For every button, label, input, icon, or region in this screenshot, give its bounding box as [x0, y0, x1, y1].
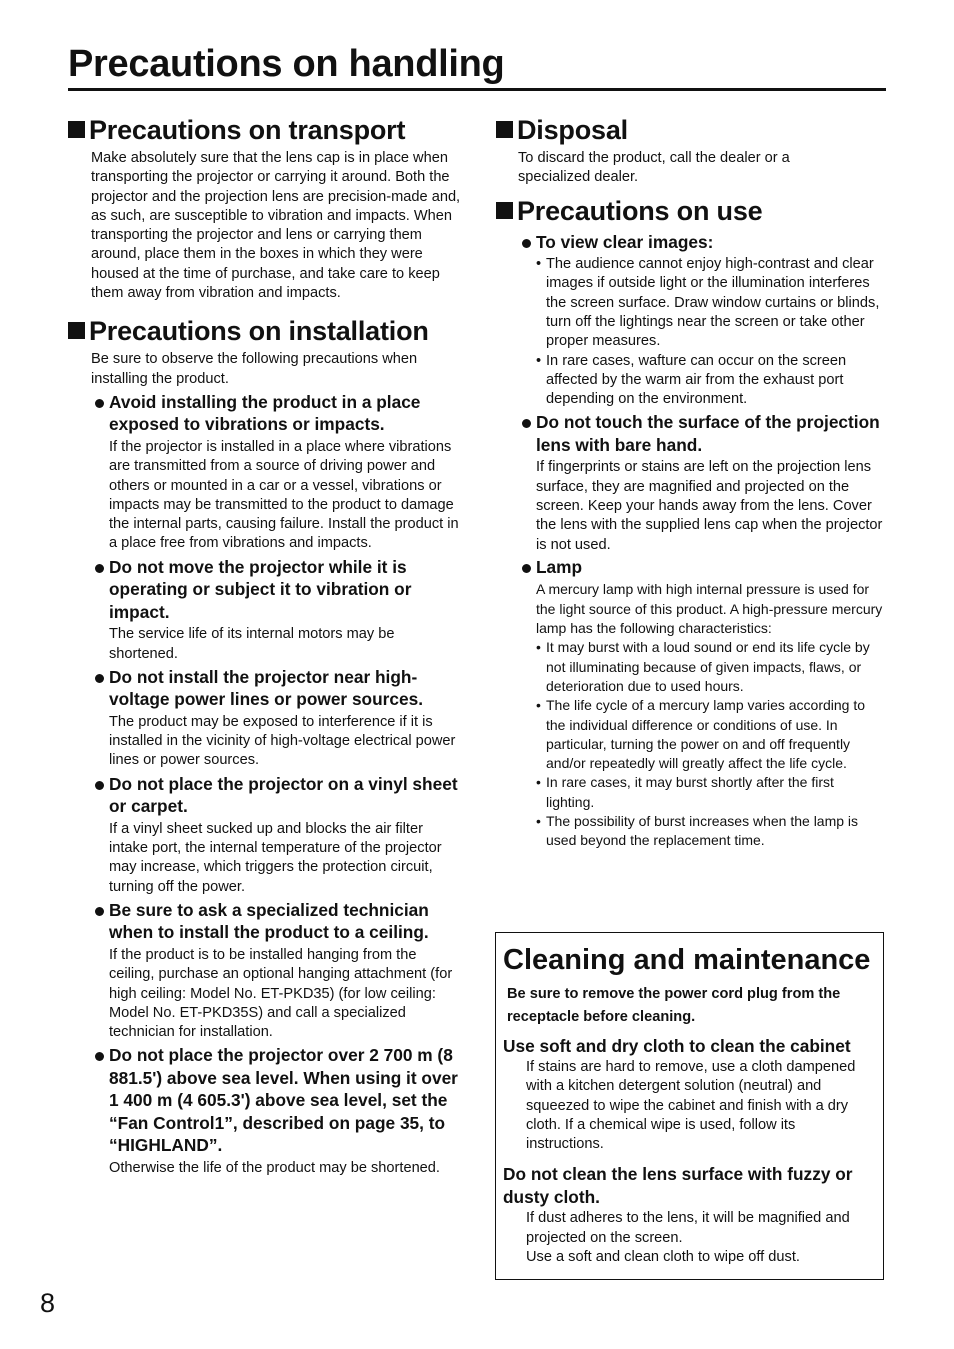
page-title: Precautions on handling: [68, 40, 886, 91]
round-bullet-icon: [95, 781, 104, 790]
installation-item: [91, 391, 461, 554]
use-clear-images: [518, 231, 884, 410]
cleaning-warning: Be sure to remove the power cord plug from the receptacle before cleaning.: [507, 986, 841, 1025]
transport-body: Make absolutely sure that the lens cap is in place when transporting the projector or carrying it around. Both the projector and the projection lens are precision-made and, as such, are susceptible to vibration and impacts. When transporting the projector and lens or carrying them around, place them in the boxes in which they were housed at the time of purchase, and take care to keep them away from vibration and impacts.: [91, 150, 461, 302]
round-bullet-icon: [522, 564, 531, 573]
round-bullet-icon: [95, 564, 104, 573]
square-bullet-icon: [68, 322, 85, 339]
use-touch-title: Do not touch the surface of the projection lens with bare hand.: [518, 411, 884, 456]
installation-item-body: If a vinyl sheet sucked up and blocks the air filter intake port, the internal temperature of the projector may increase, which triggers the protection circuit, turning off the power.: [109, 820, 442, 895]
installation-item-body: If the projector is installed in a place where vibrations are transmitted from a source of driving power and others or mounted in a car or a vessel, vibrations or impacts may be transmitted to the product to damage the internal parts, causing failure. Install the product in a place free from vibrations and impacts.: [109, 438, 459, 552]
round-bullet-icon: [95, 1052, 104, 1061]
cleaning-cabinet-title: Use soft and dry cloth to clean the cabinet: [503, 1036, 851, 1056]
square-bullet-icon: [68, 121, 85, 138]
round-bullet-icon: [95, 674, 104, 683]
disposal-heading: Disposal: [496, 114, 886, 146]
page-number: 8: [40, 1288, 56, 1318]
round-bullet-icon: [522, 239, 531, 248]
cleaning-lens-title: Do not clean the lens surface with fuzzy or dusty cloth.: [503, 1164, 853, 1208]
installation-item: [91, 1044, 461, 1178]
use-lamp-intro: A mercury lamp with high internal pressure is used for the light source of this product. A high-pressure mercury lamp has the following characteristics:: [536, 581, 883, 637]
round-bullet-icon: [95, 907, 104, 916]
installation-item: [91, 773, 461, 897]
use-heading: Precautions on use: [496, 195, 886, 227]
cleaning-heading: Cleaning and maintenance: [503, 944, 871, 976]
installation-item-body: If the product is to be installed hanging from the ceiling, purchase an optional hanging attachment (for high ceiling: Model No. ET-PKD35) (for low ceiling: Model No. ET-PKD35S) and call a specialized technician for installation.: [109, 946, 453, 1041]
list-item: • In rare cases, it may burst shortly after the first lighting.: [536, 774, 834, 810]
installation-item-body: Otherwise the life of the product may be shortened.: [109, 1159, 440, 1176]
use-lamp: [518, 556, 884, 851]
list-item: • The life cycle of a mercury lamp varies according to the individual difference or conditions of use. In particular, turning the power on and off frequently and/or repeatedly will greatly affect the life cycle.: [536, 697, 866, 772]
square-bullet-icon: [496, 121, 513, 138]
list-item: • The audience cannot enjoy high-contrast and clear images if outside light or the illumination interferes the screen surface. Draw window curtains or blinds, turn off the lightings near the screen or take other proper measures.: [536, 256, 880, 350]
left-column: [68, 114, 463, 1178]
use-touch-lens: [518, 411, 884, 554]
round-bullet-icon: [95, 399, 104, 408]
installation-item: [91, 666, 461, 771]
use-clear-title: To view clear images:: [518, 231, 884, 254]
installation-heading: Precautions on installation: [68, 315, 463, 347]
list-item: • The possibility of burst increases when the lamp is used beyond the replacement time.: [536, 813, 859, 849]
round-bullet-icon: [522, 419, 531, 428]
installation-item-title: Do not install the projector near high-voltage power lines or power sources.: [91, 666, 461, 711]
installation-item-title: Be sure to ask a specialized technician when to install the product to a ceiling.: [91, 899, 461, 944]
installation-item-title: Do not move the projector while it is operating or subject it to vibration or impact.: [91, 556, 461, 624]
cleaning-box: [495, 932, 884, 1280]
installation-item-title: Avoid installing the product in a place exposed to vibrations or impacts.: [91, 391, 461, 436]
installation-item: [91, 556, 461, 664]
installation-item-body: The product may be exposed to interference if it is installed in the vicinity of high-voltage electrical power lines or power sources.: [109, 713, 456, 769]
installation-item-body: The service life of its internal motors may be shortened.: [109, 626, 395, 662]
disposal-body: To discard the product, call the dealer or a specialized dealer.: [518, 150, 790, 186]
installation-item-title: Do not place the projector over 2 700 m (8 881.5') above sea level. When using it over 1 400 m (4 605.3') above sea level, set the “Fan Control1”, described on page 35, to “HIGHLAND”.: [91, 1044, 461, 1157]
cleaning-cabinet-body: If stains are hard to remove, use a cloth dampened with a kitchen detergent solution (neutral) and squeezed to wipe the cabinet and finish with a dry cloth. If a chemical wipe is used, follow its instructions.: [526, 1059, 856, 1153]
transport-heading: Precautions on transport: [68, 114, 463, 146]
list-item: • In rare cases, wafture can occur on the screen affected by the warm air from the exhaust port depending on the environment.: [536, 352, 847, 408]
list-item: • It may burst with a loud sound or end its life cycle by not illuminating because of given impacts, flaws, or deterioration due to used hours.: [536, 639, 870, 694]
square-bullet-icon: [496, 202, 513, 219]
use-touch-body: If fingerprints or stains are left on the projection lens surface, they are magnified and projected on the screen. Keep your hands away from the lens. Cover the lens with the supplied lens cap when the projector is not used.: [536, 459, 883, 553]
cleaning-lens-body-2: Use a soft and clean cloth to wipe off dust.: [526, 1249, 800, 1266]
cleaning-lens-body: If dust adheres to the lens, it will be magnified and projected on the screen.: [526, 1210, 850, 1246]
installation-item-title: Do not place the projector on a vinyl sheet or carpet.: [91, 773, 461, 818]
installation-intro: Be sure to observe the following precautions when installing the product.: [91, 351, 418, 387]
use-lamp-title: Lamp: [518, 556, 884, 579]
right-column: [496, 114, 886, 851]
installation-item: [91, 899, 461, 1042]
